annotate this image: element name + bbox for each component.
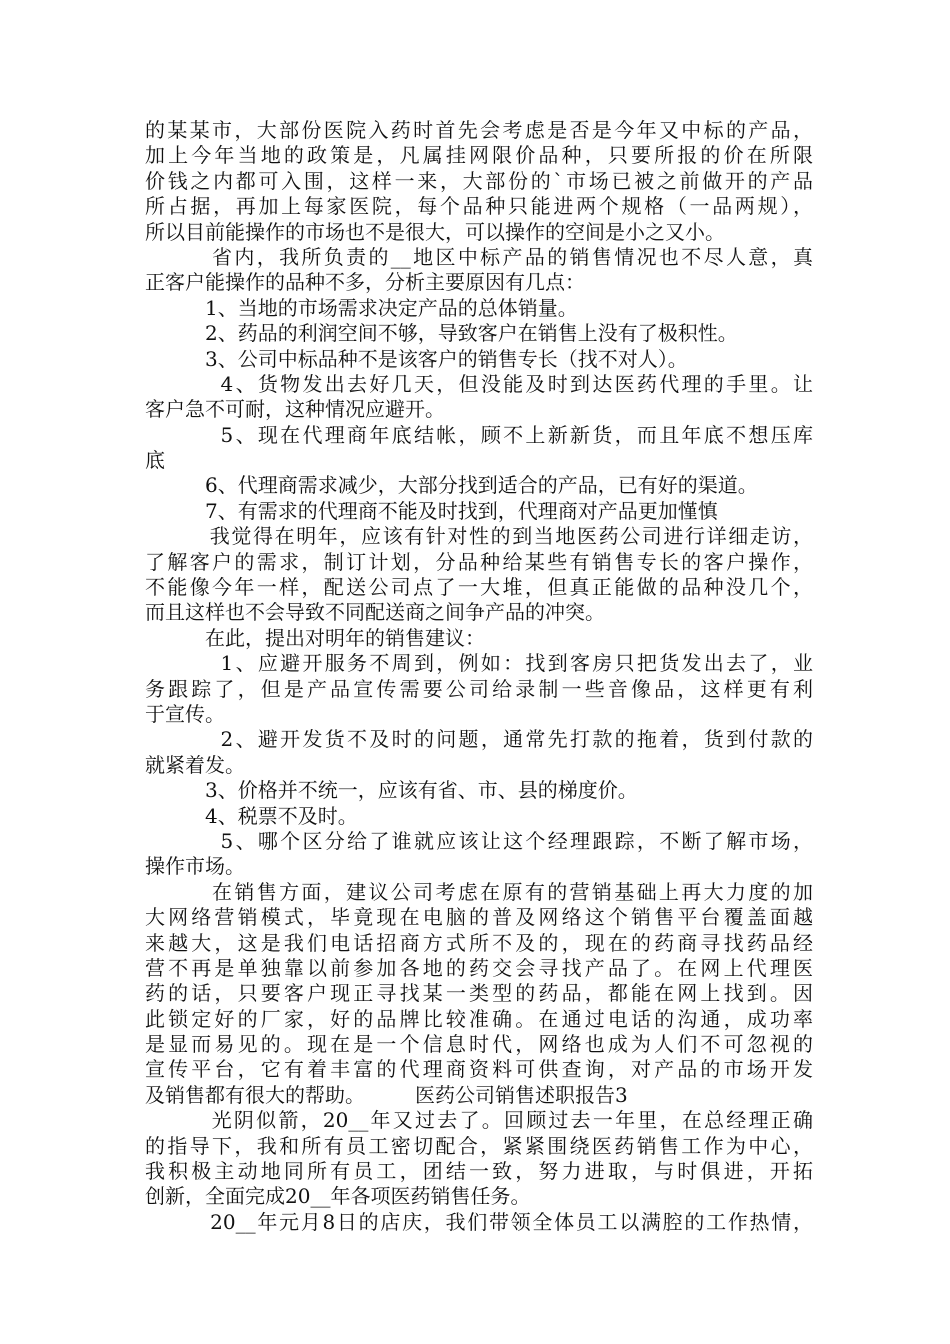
- text-line: 我觉得在明年，应该有针对性的到当地医药公司进行详细走访，: [145, 524, 813, 549]
- text-line: 所占据，再加上每家医院，每个品种只能进两个规格（一品两规），: [145, 194, 813, 219]
- text-line: 2、避开发货不及时的问题，通常先打款的拖着，货到付款的: [145, 727, 813, 752]
- text-line: 3、公司中标品种不是该客户的销售专长（找不对人）。: [145, 346, 688, 371]
- text-line: 不能像今年一样，配送公司点了一大堆，但真正能做的品种没几个，: [145, 575, 813, 600]
- text-line: 在销售方面，建议公司考虑在原有的营销基础上再大力度的加: [145, 879, 813, 904]
- text-line: 我积极主动地同所有员工，团结一致，努力进取，与时俱进，开拓: [145, 1159, 813, 1184]
- text-line: 客户急不可耐，这种情况应避开。: [145, 397, 445, 422]
- text-line: 正客户能操作的品种不多，分析主要原因有几点：: [145, 270, 585, 295]
- text-line: 7、有需求的代理商不能及时找到，代理商对产品更加慬慎: [145, 498, 718, 523]
- text-line: 底: [145, 448, 165, 473]
- text-line: 光阴似箭，20__年又过去了。回顾过去一年里，在总经理正确: [145, 1108, 813, 1133]
- text-line: 6、代理商需求减少，大部分找到适合的产品，已有好的渠道。: [145, 473, 758, 498]
- text-line: 就紧着发。: [145, 752, 245, 777]
- text-line: 5、哪个区分给了谁就应该让这个经理跟踪，不断了解市场，: [145, 828, 813, 853]
- text-line: 20__年元月8日的店庆，我们带领全体员工以满腔的工作热情，: [145, 1209, 813, 1234]
- text-line: 及销售都有很大的帮助。 医药公司销售述职报告3: [145, 1082, 628, 1107]
- text-line: 操作市场。: [145, 854, 245, 879]
- text-line: 4、税票不及时。: [145, 803, 358, 828]
- text-line: 宣传平台，它有着丰富的代理商资料可供查询，对产品的市场开发: [145, 1057, 813, 1082]
- text-line: 所以目前能操作的市场也不是很大，可以操作的空间是小之又小。: [145, 219, 725, 244]
- text-line: 是显而易见的。现在是一个信息时代，网络也成为人们不可忽视的: [145, 1032, 813, 1057]
- text-line: 大网络营销模式，毕竟现在电脑的普及网络这个销售平台覆盖面越: [145, 905, 813, 930]
- text-line: 5、现在代理商年底结帐，顾不上新新货，而且年底不想压库: [145, 422, 813, 447]
- text-line: 的指导下，我和所有员工密切配合，紧紧围绕医药销售工作为中心，: [145, 1133, 813, 1158]
- text-line: 价钱之内都可入围，这样一来，大部份的`市场已被之前做开的产品: [145, 168, 813, 193]
- text-line: 药的话，只要客户现正寻找某一类型的药品，都能在网上找到。因: [145, 981, 813, 1006]
- text-line: 的某某市，大部份医院入药时首先会考虑是否是今年又中标的产品，: [145, 118, 813, 142]
- text-line: 创新，全面完成20__年各项医药销售任务。: [145, 1184, 531, 1209]
- text-line: 而且这样也不会导致不同配送商之间争产品的冲突。: [145, 600, 605, 625]
- text-line: 4、货物发出去好几天，但没能及时到达医药代理的手里。让: [145, 371, 813, 396]
- text-line: 于宣传。: [145, 701, 225, 726]
- text-line: 此锁定好的厂家，好的品牌比较准确。在通过电话的沟通，成功率: [145, 1006, 813, 1031]
- text-line: 务跟踪了，但是产品宣传需要公司给录制一些音像品，这样更有利: [145, 676, 813, 701]
- text-line: 加上今年当地的政策是，凡属挂网限价品种，只要所报的价在所限: [145, 143, 813, 168]
- text-line: 1、当地的市场需求决定产品的总体销量。: [145, 295, 578, 320]
- text-line: 1、应避开服务不周到，例如：找到客房只把货发出去了，业: [145, 651, 813, 676]
- document-body: [145, 118, 813, 1235]
- text-line: 3、价格并不统一，应该有省、市、县的梯度价。: [145, 778, 638, 803]
- text-line: 营不再是单独靠以前参加各地的药交会寻找产品了。在网上代理医: [145, 955, 813, 980]
- text-line: 2、药品的利润空间不够，导致客户在销售上没有了极积性。: [145, 321, 738, 346]
- text-line: 来越大，这是我们电话招商方式所不及的，现在的药商寻找药品经: [145, 930, 813, 955]
- text-line: 在此，提出对明年的销售建议：: [145, 625, 485, 650]
- text-line: 省内，我所负责的__地区中标产品的销售情况也不尽人意，真: [145, 244, 813, 269]
- text-line: 了解客户的需求，制订计划，分品种给某些有销售专长的客户操作，: [145, 549, 813, 574]
